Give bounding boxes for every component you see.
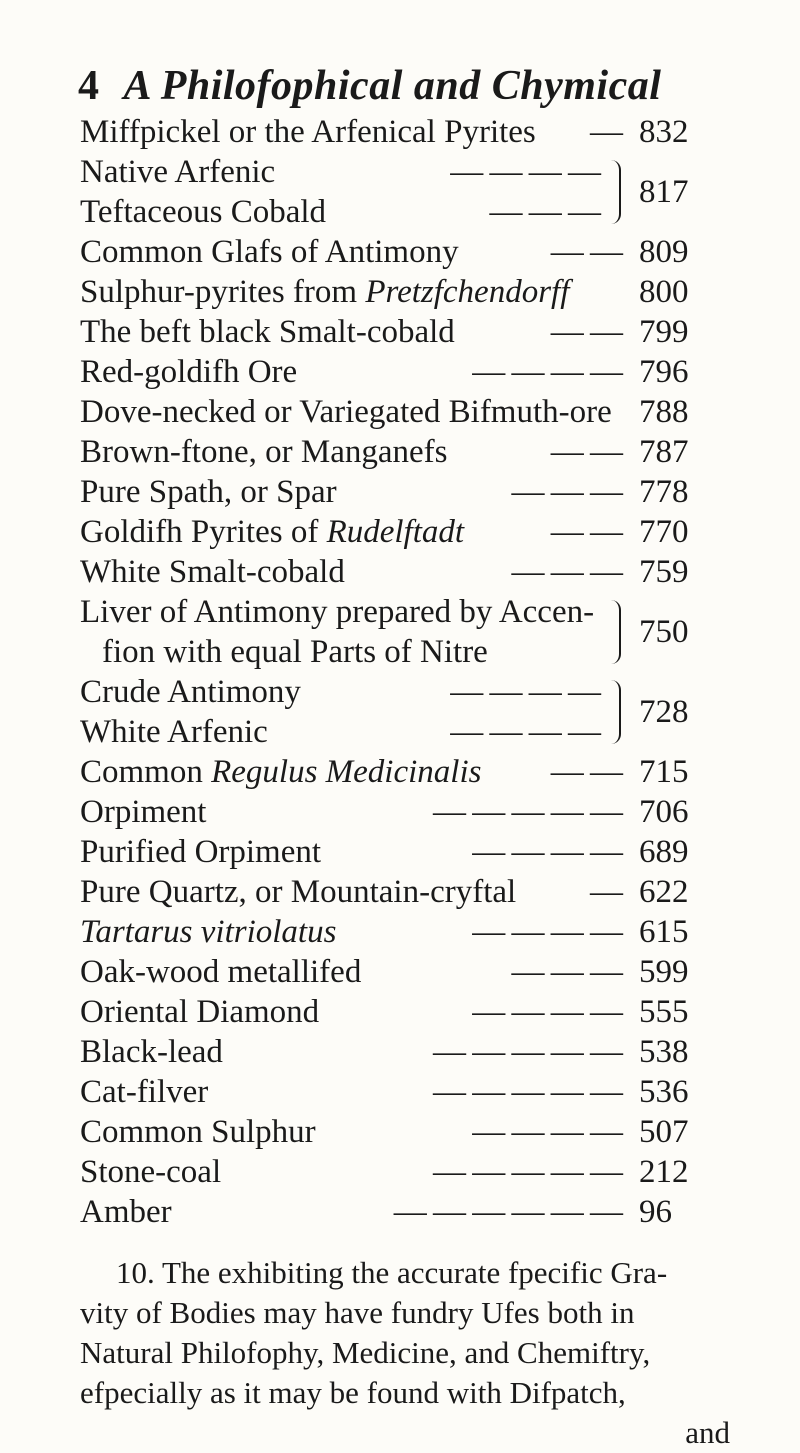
table-row <box>80 832 740 872</box>
table-row <box>80 472 740 512</box>
table-row <box>80 872 740 912</box>
table-row <box>80 352 740 392</box>
leader-dashes: — — — — <box>450 714 600 750</box>
gravity-value: 809 <box>639 234 689 270</box>
gravity-value: 787 <box>639 434 689 470</box>
body-paragraph <box>80 1253 730 1453</box>
specific-gravity-table <box>80 112 740 1232</box>
leader-dashes: — — <box>550 754 622 790</box>
leader-dashes: — — — — — — <box>393 1194 622 1230</box>
gravity-value: 622 <box>639 874 689 910</box>
bracketed-gravity-value: 750 <box>639 614 689 650</box>
table-row <box>80 1072 740 1112</box>
gravity-value: 799 <box>639 314 689 350</box>
table-row <box>80 512 740 552</box>
bracketed-gravity-value: 728 <box>639 694 689 730</box>
leader-dashes: — — — — <box>472 994 622 1030</box>
gravity-value: 715 <box>639 754 689 790</box>
substance-name: Goldifh Pyrites of Rudelftadt <box>80 514 465 550</box>
table-row <box>80 992 740 1032</box>
gravity-value: 555 <box>639 994 689 1030</box>
page-header <box>78 62 718 112</box>
substance-name: Tartarus vitriolatus <box>80 914 337 950</box>
leader-dashes: — — — — <box>472 354 622 390</box>
leader-dashes: — — <box>550 234 622 270</box>
leader-dashes: — — <box>550 514 622 550</box>
table-row <box>80 752 740 792</box>
substance-name: Oak-wood metallifed <box>80 954 362 990</box>
table-row <box>80 232 740 272</box>
gravity-value: 599 <box>639 954 689 990</box>
leader-dashes: — — — — <box>472 1114 622 1150</box>
brace <box>605 600 621 664</box>
leader-dashes: — — <box>550 314 622 350</box>
substance-name: Purified Orpiment <box>80 834 322 870</box>
leader-dashes: — — — <box>489 194 600 230</box>
running-title: A Philofophical and Chymical <box>123 63 662 109</box>
table-row <box>80 272 740 312</box>
table-row <box>80 1112 740 1152</box>
table-row <box>80 1032 740 1072</box>
gravity-value: 615 <box>639 914 689 950</box>
substance-name: The beft black Smalt-cobald <box>80 314 455 350</box>
substance-name-continued: fion with equal Parts of Nitre <box>102 634 488 670</box>
leader-dashes: — — — — — <box>433 1154 622 1190</box>
substance-name: Oriental Diamond <box>80 994 320 1030</box>
substance-name: Miffpickel or the Arfenical Pyrites <box>80 114 536 150</box>
leader-dashes: — — — <box>511 554 622 590</box>
substance-name: Amber <box>80 1194 172 1230</box>
substance-name: Black-lead <box>80 1034 223 1070</box>
gravity-value: 788 <box>639 394 689 430</box>
paragraph-line: vity of Bodies may have fundry Ufes both in <box>80 1295 635 1330</box>
gravity-value: 706 <box>639 794 689 830</box>
substance-name: Common Glafs of Antimony <box>80 234 459 270</box>
leader-dashes: — — — <box>511 954 622 990</box>
table-row <box>80 912 740 952</box>
gravity-value: 796 <box>639 354 689 390</box>
substance-name: Common Regulus Medicinalis <box>80 754 482 790</box>
gravity-value: 770 <box>639 514 689 550</box>
substance-name: Crude Antimony <box>80 674 301 710</box>
substance-name: White Arfenic <box>80 714 268 750</box>
page-number: 4 <box>78 63 100 109</box>
gravity-value: 538 <box>639 1034 689 1070</box>
leader-dashes: — — — — <box>472 914 622 950</box>
leader-dashes: — — — — <box>472 834 622 870</box>
table-row <box>80 1152 740 1192</box>
table-row <box>80 112 740 152</box>
substance-name: Stone-coal <box>80 1154 222 1190</box>
substance-name: Common Sulphur <box>80 1114 316 1150</box>
bracketed-gravity-value: 817 <box>639 174 689 210</box>
table-row <box>80 952 740 992</box>
table-row <box>80 1192 740 1232</box>
substance-name: Pure Spath, or Spar <box>80 474 337 510</box>
leader-dashes: — <box>590 114 622 150</box>
substance-name: Red-goldifh Ore <box>80 354 298 390</box>
table-row <box>80 552 740 592</box>
substance-name: Teftaceous Cobald <box>80 194 327 230</box>
leader-dashes: — — <box>550 434 622 470</box>
leader-dashes: — — — — — <box>433 1034 622 1070</box>
gravity-value: 778 <box>639 474 689 510</box>
substance-name: Pure Quartz, or Mountain-cryftal <box>80 874 517 910</box>
gravity-value: 689 <box>639 834 689 870</box>
table-row <box>80 792 740 832</box>
gravity-value: 536 <box>639 1074 689 1110</box>
table-row <box>80 432 740 472</box>
leader-dashes: — — — — <box>450 154 600 190</box>
gravity-value: 759 <box>639 554 689 590</box>
paragraph-line: efpecially as it may be found with Difpatch, <box>80 1375 626 1410</box>
leader-dashes: — — — — — <box>433 1074 622 1110</box>
substance-name: Liver of Antimony prepared by Accen- <box>80 594 595 630</box>
brace <box>605 680 621 744</box>
leader-dashes: — <box>590 874 622 910</box>
paragraph-line: 10. The exhibiting the accurate fpecific Gra- <box>116 1255 668 1290</box>
gravity-value: 96 <box>639 1194 672 1230</box>
substance-name: Sulphur-pyrites from Pretzfchendorff <box>80 274 570 310</box>
leader-dashes: — — — <box>511 474 622 510</box>
substance-name: Dove-necked or Variegated Bifmuth-ore <box>80 394 612 430</box>
substance-name: Orpiment <box>80 794 207 830</box>
substance-name: White Smalt-cobald <box>80 554 345 590</box>
leader-dashes: — — — — <box>450 674 600 710</box>
substance-name: Native Arfenic <box>80 154 276 190</box>
brace <box>605 160 621 224</box>
table-row <box>80 312 740 352</box>
gravity-value: 800 <box>639 274 689 310</box>
gravity-value: 507 <box>639 1114 689 1150</box>
gravity-value: 832 <box>639 114 689 150</box>
leader-dashes: — — — — — <box>433 794 622 830</box>
paragraph-line: Natural Philofophy, Medicine, and Chemiftry, <box>80 1335 651 1370</box>
substance-name: Cat-filver <box>80 1074 209 1110</box>
substance-name: Brown-ftone, or Manganefs <box>80 434 448 470</box>
table-row <box>80 392 740 432</box>
gravity-value: 212 <box>639 1154 689 1190</box>
catchword: and <box>685 1415 730 1450</box>
